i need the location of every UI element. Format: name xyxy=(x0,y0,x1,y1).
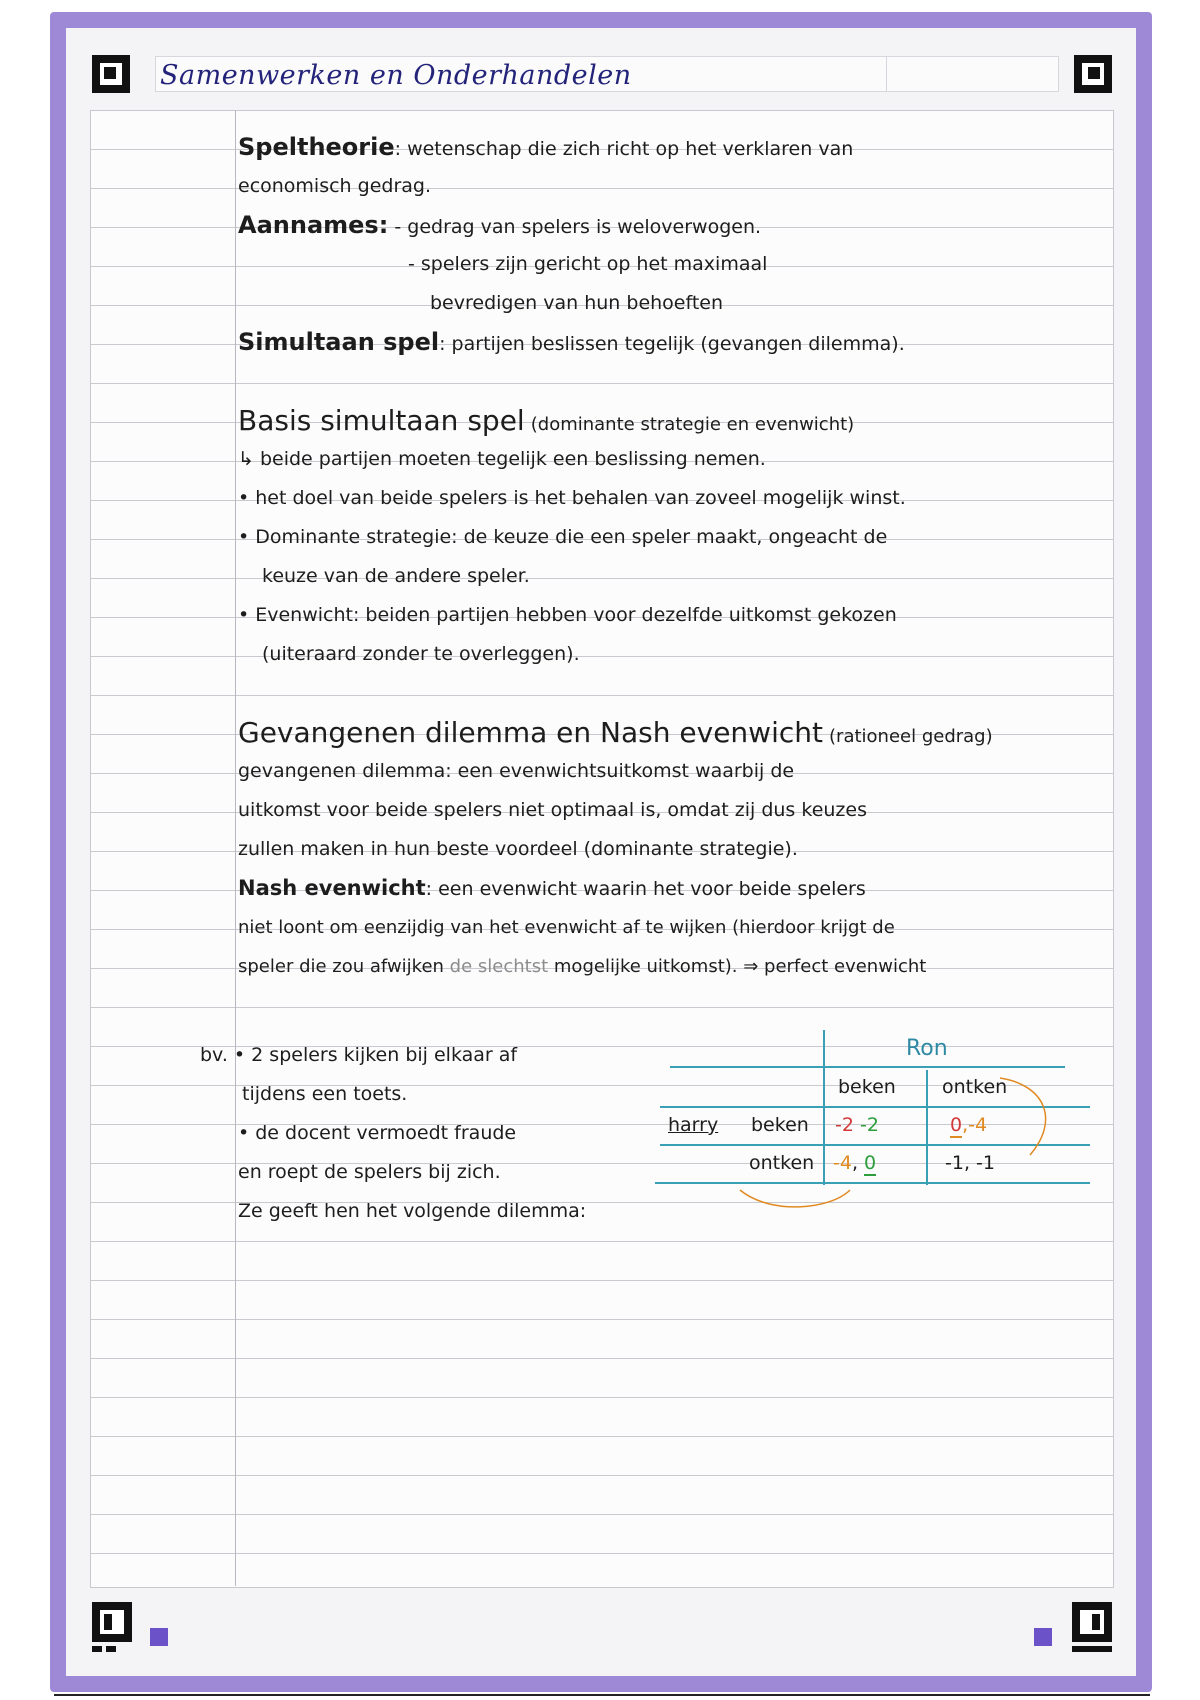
payoff-value: -2 xyxy=(860,1114,879,1136)
term-nash: Nash evenwicht xyxy=(238,876,426,900)
corner-marker-top-right-icon xyxy=(1074,55,1112,93)
basis-arrow-line: ↳ beide partijen moeten tegelijk een beslissing nemen. xyxy=(238,448,766,470)
cell-ontken-ontken: -1, -1 xyxy=(945,1152,995,1174)
nash-def-3a: speler die zou afwijken xyxy=(238,956,444,977)
note-line xyxy=(238,401,1098,440)
note-line: economisch gedrag. xyxy=(238,175,432,197)
corner-marker-top-left-icon xyxy=(92,55,130,93)
basis-bullet-2a: • Dominante strategie: de keuze die een speler maakt, ongeacht de xyxy=(238,526,888,548)
gevangenen-line-1: gevangenen dilemma: een evenwichtsuitkomst waarbij de xyxy=(238,760,795,782)
cell-ontken-beken: -4, 0 xyxy=(833,1152,877,1174)
example-line-5: Ze geeft hen het volgende dilemma: xyxy=(238,1200,587,1222)
note-line xyxy=(238,947,1098,986)
def-speltheorie: : wetenschap die zich richt op het verklaren van xyxy=(394,138,854,160)
annotation-arrows-icon xyxy=(700,1060,1080,1210)
term-speltheorie: Speltheorie xyxy=(238,133,395,161)
basis-bullet-1: • het doel van beide spelers is het behalen van zoveel mogelijk winst. xyxy=(238,487,906,509)
gevangenen-line-3: zullen maken in hun beste voordeel (dominante strategie). xyxy=(238,838,798,860)
col-player-label: Ron xyxy=(906,1036,948,1061)
payoff-value: -2 xyxy=(835,1114,854,1136)
heading-gevangenen: Gevangenen dilemma en Nash evenwicht xyxy=(238,716,823,749)
margin-line xyxy=(235,110,236,1586)
example-line-4: en roept de spelers bij zich. xyxy=(238,1161,501,1183)
payoff-value: -4 xyxy=(833,1152,852,1174)
page-title: Samenwerken en Onderhandelen xyxy=(160,60,632,91)
basis-bullet-2b: keuze van de andere speler. xyxy=(262,565,530,587)
nash-def-1: : een evenwicht waarin het voor beide spelers xyxy=(425,878,866,900)
row-header-2: ontken xyxy=(749,1152,815,1174)
example-text-1: • 2 spelers kijken bij elkaar af xyxy=(233,1044,518,1066)
note-line xyxy=(238,869,1098,908)
cell-beken-ontken: 0,-4 xyxy=(950,1114,988,1136)
row-player-label: harry xyxy=(668,1114,719,1136)
bottom-rule xyxy=(54,1694,1150,1696)
small-square-right-icon xyxy=(1034,1628,1052,1646)
payoff-matrix xyxy=(660,1030,1090,1190)
note-line xyxy=(238,713,1098,752)
note-line xyxy=(238,206,1098,245)
aanname-2a: - spelers zijn gericht op het maximaal xyxy=(408,253,768,275)
nash-def-2: niet loont om eenzijdig van het evenwicht af te wijken (hierdoor krijgt de xyxy=(238,917,895,938)
heading-basis: Basis simultaan spel xyxy=(238,404,525,437)
corner-marker-bottom-right-icon xyxy=(1072,1602,1112,1654)
basis-bullet-3a: • Evenwicht: beiden partijen hebben voor dezelfde uitkomst gekozen xyxy=(238,604,897,626)
note-line xyxy=(238,128,1098,167)
example-line-2: tijdens een toets. xyxy=(242,1083,408,1105)
payoff-value: 0 xyxy=(864,1152,877,1174)
aanname-1: - gedrag van spelers is weloverwogen. xyxy=(394,216,762,238)
heading-gevangenen-note: (rationeel gedrag) xyxy=(829,726,993,747)
col-header-1: beken xyxy=(838,1076,896,1098)
basis-bullet-3b: (uiteraard zonder te overleggen). xyxy=(262,643,580,665)
payoff-value: 0 xyxy=(950,1114,963,1136)
heading-basis-note: (dominante strategie en evenwicht) xyxy=(530,414,855,435)
nash-def-3-faint: de slechtst xyxy=(449,956,549,977)
corner-marker-bottom-left-icon xyxy=(92,1602,132,1654)
notes-content xyxy=(238,128,1098,986)
note-line xyxy=(238,323,1098,362)
term-simultaan: Simultaan spel xyxy=(238,328,440,356)
small-square-left-icon xyxy=(150,1628,168,1646)
example-label: bv. xyxy=(200,1044,228,1066)
example-block xyxy=(200,1036,586,1231)
term-aannames: Aannames: xyxy=(238,211,389,239)
aanname-2b: bevredigen van hun behoeften xyxy=(430,292,724,314)
example-line-1 xyxy=(200,1036,586,1075)
example-line-3: • de docent vermoedt fraude xyxy=(238,1122,517,1144)
gevangenen-line-2: uitkomst voor beide spelers niet optimaal is, omdat zij dus keuzes xyxy=(238,799,867,821)
payoff-value: -4 xyxy=(968,1114,988,1136)
col-header-2: ontken xyxy=(942,1076,1008,1098)
nash-def-3b: mogelijke uitkomst). ⇒ perfect evenwicht xyxy=(553,956,927,977)
def-simultaan: : partijen beslissen tegelijk (gevangen dilemma). xyxy=(439,333,905,355)
row-header-1: beken xyxy=(751,1114,809,1136)
